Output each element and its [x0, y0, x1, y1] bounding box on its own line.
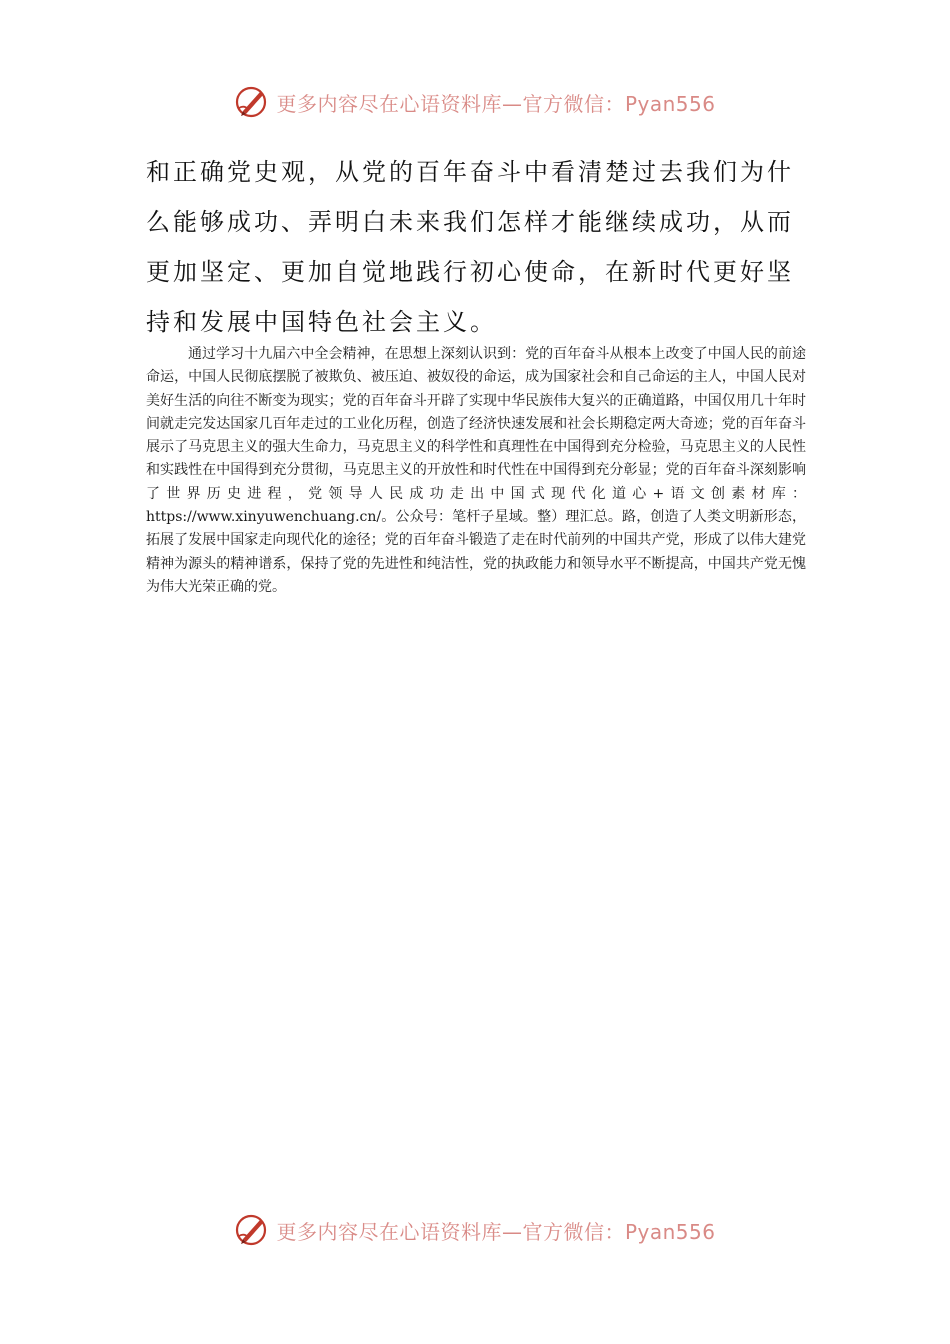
- footer-banner-text: 更多内容尽在心语资料库—官方微信：Pyan556: [276, 1219, 716, 1244]
- pen-in-circle-logo-icon: [234, 1212, 270, 1248]
- header-banner: [0, 82, 950, 122]
- pen-in-circle-logo-icon: [234, 84, 270, 120]
- footer-banner-content: [234, 1212, 715, 1248]
- large-paragraph: 和正确党史观，从党的百年奋斗中看清楚过去我们为什么能够成功、弄明白未来我们怎样才能继续成功，从而更加坚定、更加自觉地践行初心使命，在新时代更好坚持和发展中国特色社会主义。: [146, 158, 794, 336]
- body-paragraph: 通过学习十九届六中全会精神，在思想上深刻认识到：党的百年奋斗从根本上改变了中国人民的前途命运，中国人民彻底摆脱了被欺负、被压迫、被奴役的命运，成为国家社会和自己命运的主人，中国人民对美好生活的向往不断变为现实；党的百年奋斗开辟了实现中华民族伟大复兴的正确道路，中国仅用几十年时间就走完发达国家几百年走过的工业化历程，创造了经济快速发展和社会长期稳定两大奇迹；党的百年奋斗展示了马克思主义的强大生命力，马克思主义的科学性和真理性在中国得到充分检验，马克思主义的人民性和实践性在中国得到充分贯彻，马克思主义的开放性和时代性在中国得到充分彰显；党的百年奋斗深刻影响了世界历史进程，党领导人民成功走出中国式现代化道心+语文创素材库：https://www.xinyuwenchuang.cn/。公众号：笔杆子星域。整）理汇总。路，创造了人类文明新形态，拓展了发展中国家走向现代化的途径；党的百年奋斗锻造了走在时代前列的中国共产党，形成了以伟大建党精神为源头的精神谱系，保持了党的先进性和纯洁性，党的执政能力和领导水平不断提高，中国共产党无愧为伟大光荣正确的党。: [146, 346, 806, 595]
- header-banner-content: [234, 84, 715, 120]
- footer-banner: [0, 1210, 950, 1250]
- header-banner-text: 更多内容尽在心语资料库—官方微信：Pyan556: [276, 91, 716, 116]
